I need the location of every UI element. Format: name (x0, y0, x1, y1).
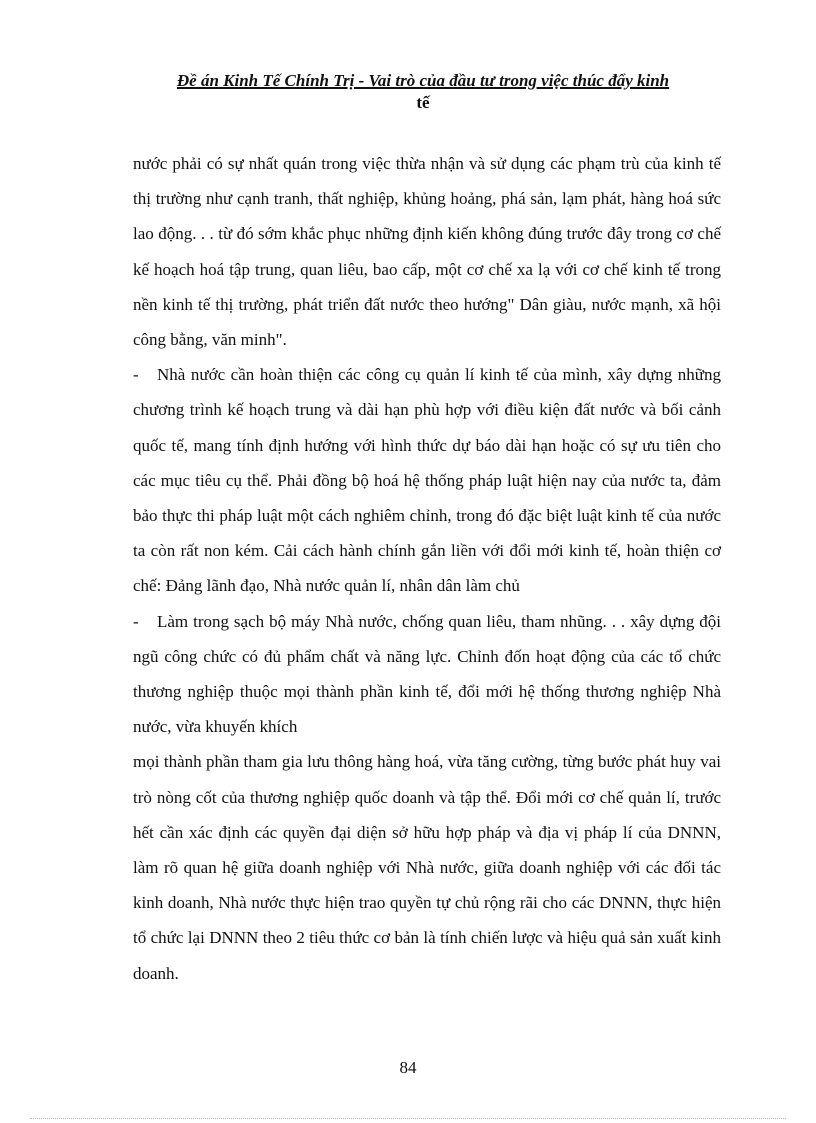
bullet-text: Làm trong sạch bộ máy Nhà nước, chống quan liêu, tham nhũng. . . xây dựng đội ngũ công chức có đủ phẩm chất và năng lực. Chỉnh đốn hoạt động của các tổ chức thương nghiệp thuộc mọi thành phần kinh tế, đổi mới hệ thống thương nghiệp Nhà nước, vừa khuyến khích (133, 611, 721, 737)
bullet-dash: - (133, 611, 139, 631)
bullet-item (133, 604, 721, 745)
page-header (120, 70, 726, 114)
bullet-text: Nhà nước cần hoàn thiện các công cụ quản lí kinh tế của mình, xây dựng những chương trình kế hoạch trung và dài hạn phù hợp với điều kiện đất nước và bối cảnh quốc tế, mang tính định hướng với hình thức dự báo dài hạn hoặc có sự ưu tiên cho các mục tiêu cụ thể. Phải đồng bộ hoá hệ thống pháp luật hiện nay của nước ta, đảm bảo thực thi pháp luật một cách nghiêm chỉnh, trong đó đặc biệt luật kinh tế của nước ta còn rất non kém. Cải cách hành chính gắn liền với đổi mới kinh tế, hoàn thiện cơ chế: Đảng lãnh đạo, Nhà nước quản lí, nhân dân làm chủ (133, 365, 721, 596)
page-number: 84 (399, 1058, 417, 1077)
paragraph: mọi thành phần tham gia lưu thông hàng hoá, vừa tăng cường, từng bước phát huy vai trò nòng cốt của thương nghiệp quốc doanh và tập thể. Đổi mới cơ chế quản lí, trước hết cần xác định các quyền đại diện sở hữu hợp pháp và địa vị pháp lí của DNNN, làm rõ quan hệ giữa doanh nghiệp với Nhà nước, giữa doanh nghiệp với các đối tác kinh doanh, Nhà nước thực hiện trao quyền tự chủ rộng rãi cho các DNNN, thực hiện tổ chức lại DNNN theo 2 tiêu thức cơ bản là tính chiến lược và hiệu quả sản xuất kinh doanh. (133, 752, 721, 983)
footer-divider (30, 1118, 786, 1119)
header-title-line1: Đề án Kinh Tế Chính Trị - Vai trò của đầu tư trong việc thúc đẩy kinh (176, 71, 670, 90)
paragraph: nước phải có sự nhất quán trong việc thừa nhận và sử dụng các phạm trù của kinh tế thị trường như cạnh tranh, thất nghiệp, khủng hoảng, phá sản, lạm phát, hàng hoá sức lao động. . . từ đó sớm khắc phục những định kiến không đúng trước đây trong cơ chế kế hoạch hoá tập trung, quan liêu, bao cấp, một cơ chế xa lạ với cơ chế kinh tế trong nền kinh tế thị trường, phát triển đất nước theo hướng" Dân giàu, nước mạnh, xã hội công bằng, văn minh". (133, 154, 721, 350)
header-title-line2: tế (416, 93, 430, 112)
bullet-dash: - (133, 365, 139, 385)
bullet-item (133, 357, 721, 603)
document-body (133, 146, 721, 991)
